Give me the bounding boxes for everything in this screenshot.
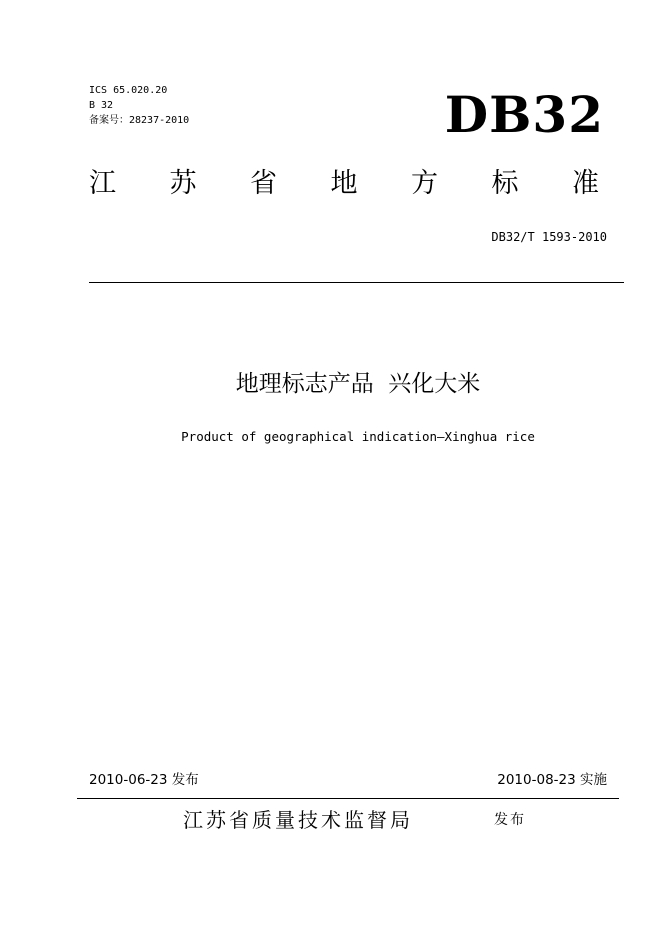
standard-number: DB32/T 1593-2010 [491, 230, 607, 244]
category-code: B 32 [89, 100, 114, 111]
issue-label: 发布 [494, 812, 526, 828]
record-number: 备案号：28237-2010 [89, 115, 190, 126]
standard-type-char: 省 [250, 168, 277, 199]
document-title-english: Product of geographical indication—Xinghua rice [181, 429, 535, 444]
issuing-authority: 江苏省质量技术监督局 [183, 808, 413, 832]
standard-type-char: 准 [572, 168, 599, 199]
bottom-divider [77, 798, 619, 799]
ics-code: ICS 65.020.20 [89, 85, 168, 96]
standard-type-char: 江 [89, 168, 116, 199]
standard-type-char: 地 [330, 168, 358, 199]
standard-type-char: 方 [411, 168, 438, 199]
standard-type-char: 标 [491, 168, 519, 199]
standard-type-heading [89, 166, 599, 202]
db-code-logo: DB32 [444, 85, 604, 144]
publish-date: 2010-06-23 发布 [89, 772, 199, 788]
document-title-chinese: 地理标志产品 兴化大米 [235, 371, 481, 397]
standard-type-char: 苏 [169, 168, 197, 199]
top-divider [89, 282, 624, 283]
implement-date: 2010-08-23 实施 [497, 772, 607, 788]
